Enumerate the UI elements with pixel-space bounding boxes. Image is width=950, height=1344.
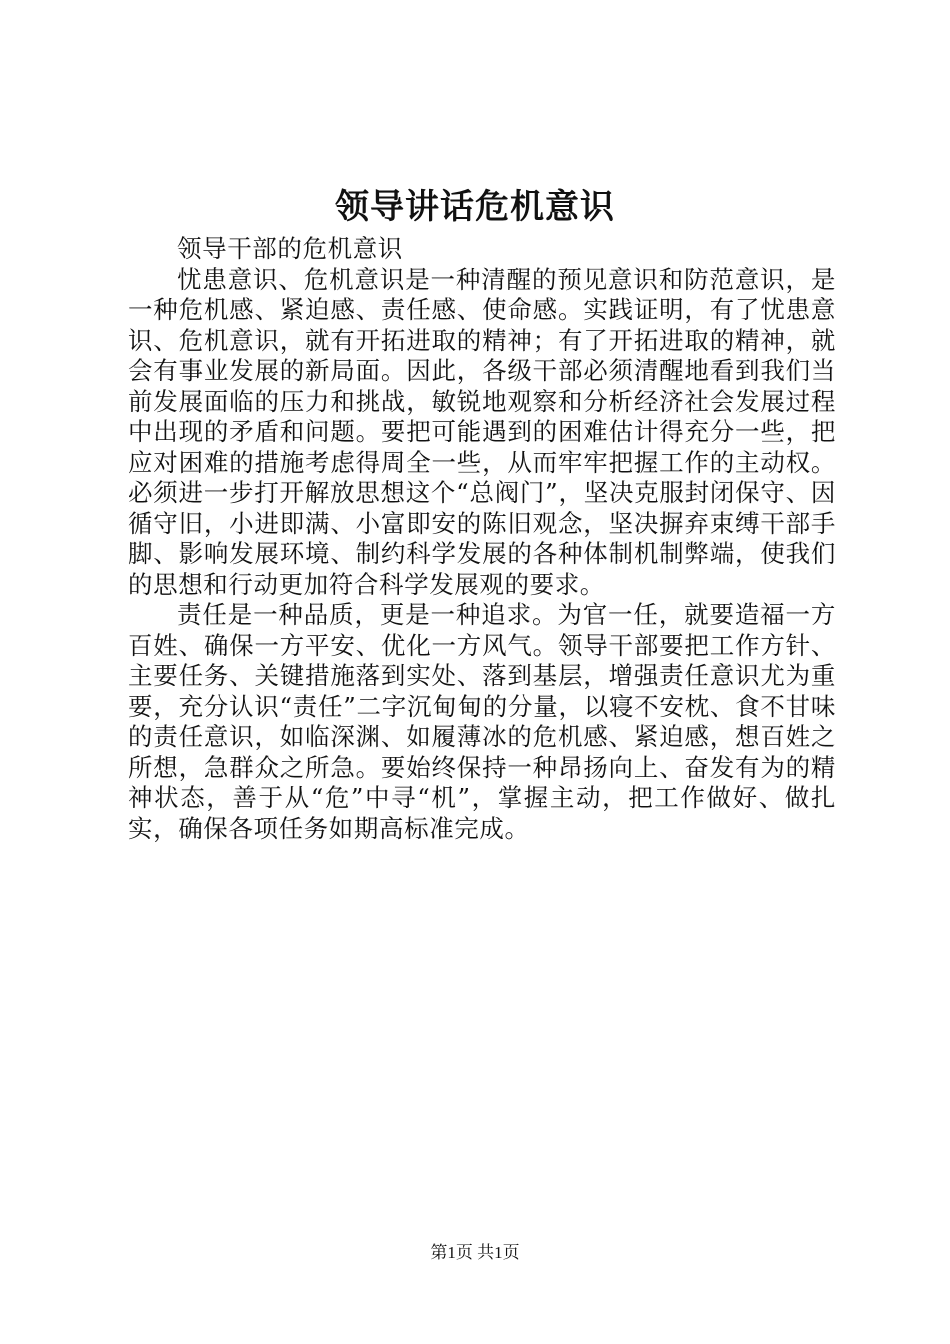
body-paragraph-1: 忧患意识、危机意识是一种清醒的预见意识和防范意识，是一种危机感、紧迫感、责任感、使命感。实践证明，有了忧患意识、危机意识，就有开拓进取的精神；有了开拓进取的精神，就会有事业发展的新局面。因此，各级干部必须清醒地看到我们当前发展面临的压力和挑战，敏锐地观察和分析经济社会发展过程中出现的矛盾和问题。要把可能遇到的困难估计得充分一些，把应对困难的措施考虑得周全一些，从而牢牢把握工作的主动权。必须进一步打开解放思想这个“总阀门”，坚决克服封闭保守、因循守旧，小进即满、小富即安的陈旧观念，坚决摒弃束缚干部手脚、影响发展环境、制约科学发展的各种体制机制弊端，使我们的思想和行动更加符合科学发展观的要求。 <box>128 264 836 599</box>
document-title: 领导讲话危机意识 <box>335 187 615 227</box>
body-paragraph-2: 责任是一种品质，更是一种追求。为官一任，就要造福一方百姓、确保一方平安、优化一方风气。领导干部要把工作方针、主要任务、关键措施落到实处、落到基层，增强责任意识尤为重要，充分认识“责任”二字沉甸甸的分量，以寝不安枕、食不甘味的责任意识，如临深渊、如履薄冰的危机感、紧迫感，想百姓之所想，急群众之所急。要始终保持一种昂扬向上、奋发有为的精神状态，善于从“危”中寻“机”，掌握主动，把工作做好、做扎实，确保各项任务如期高标准完成。 <box>128 600 836 843</box>
document-body <box>128 234 836 844</box>
document-subtitle: 领导干部的危机意识 <box>177 234 403 263</box>
page-number-footer: 第1页 共1页 <box>430 1243 520 1262</box>
